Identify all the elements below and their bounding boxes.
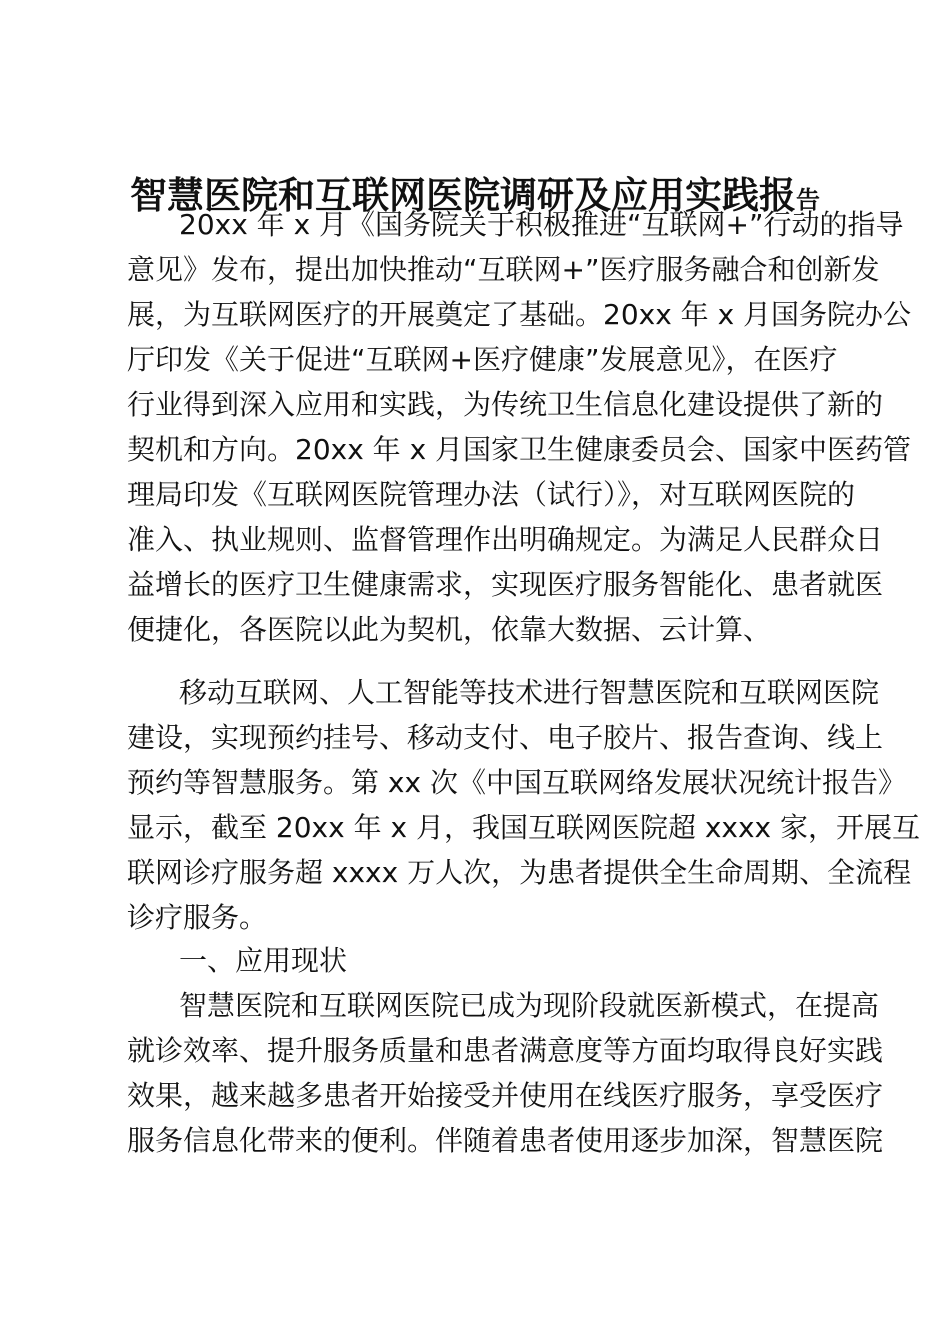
text-line: 便捷化，各医院以此为契机，依靠大数据、云计算、	[127, 613, 772, 646]
text-line: 预约等智慧服务。第 xx 次《中国互联网络发展状况统计报告》	[127, 766, 906, 799]
text-line: 效果，越来越多患者开始接受并使用在线医疗服务，享受医疗	[127, 1079, 884, 1112]
text-line: 厅印发《关于促进“互联网+医疗健康”发展意见》，在医疗	[127, 343, 838, 376]
text-line: 建设，实现预约挂号、移动支付、电子胶片、报告查询、线上	[127, 721, 884, 754]
title-main-text: 智慧医院和互联网医院调研及应用实践报	[130, 174, 796, 217]
text-line: 移动互联网、人工智能等技术进行智慧医院和互联网医院	[179, 676, 880, 709]
text-line: 展，为互联网医疗的开展奠定了基础。20xx 年 x 月国务院办公	[127, 298, 912, 331]
text-line: 行业得到深入应用和实践，为传统卫生信息化建设提供了新的	[127, 388, 884, 421]
text-line: 意见》发布，提出加快推动“互联网+”医疗服务融合和创新发	[127, 253, 880, 286]
section-heading-text: 一、应用现状	[179, 944, 348, 977]
text-line: 联网诊疗服务超 xxxx 万人次，为患者提供全生命周期、全流程	[127, 856, 912, 889]
text-line: 服务信息化带来的便利。伴随着患者使用逐步加深，智慧医院	[127, 1124, 884, 1157]
title-tail-text: 告	[796, 186, 820, 214]
text-line: 诊疗服务。	[127, 901, 268, 934]
status-paragraph	[127, 983, 884, 1163]
intro-paragraph	[127, 202, 912, 652]
text-line: 理局印发《互联网医院管理办法（试行）》，对互联网医院的	[127, 478, 856, 511]
text-line: 契机和方向。20xx 年 x 月国家卫生健康委员会、国家中医药管	[127, 433, 912, 466]
section-heading	[127, 938, 832, 983]
text-line: 智慧医院和互联网医院已成为现阶段就医新模式，在提高	[179, 989, 880, 1022]
text-line: 准入、执业规则、监督管理作出明确规定。为满足人民群众日	[127, 523, 884, 556]
text-line: 显示，截至 20xx 年 x 月，我国互联网医院超 xxxx 家，开展互	[127, 811, 921, 844]
text-line: 益增长的医疗卫生健康需求，实现医疗服务智能化、患者就医	[127, 568, 884, 601]
text-line: 就诊效率、提升服务质量和患者满意度等方面均取得良好实践	[127, 1034, 884, 1067]
text-line: 20xx 年 x 月《国务院关于积极推进“互联网+”行动的指导	[179, 208, 904, 241]
technology-paragraph	[127, 670, 921, 940]
